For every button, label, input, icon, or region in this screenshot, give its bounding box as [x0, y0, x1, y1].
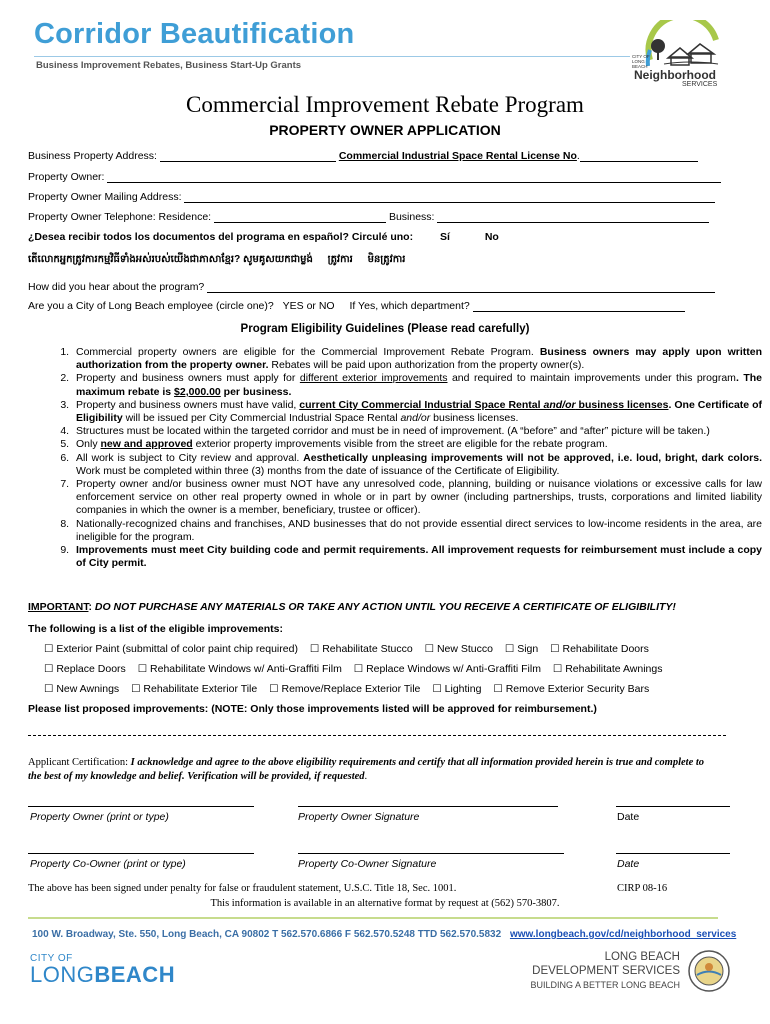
residence-phone-field[interactable] [214, 211, 386, 223]
important-text: DO NOT PURCHASE ANY MATERIALS OR TAKE ANY ACTION UNTIL YOU RECEIVE A CERTIFICATE OF ELIGIBILITY! [94, 601, 676, 613]
city-of-long-beach-logo [30, 953, 175, 986]
logo-city-text: CITY OF LONG BEACH [632, 54, 650, 69]
coowner-date-field[interactable] [616, 853, 730, 854]
important-notice [28, 601, 676, 613]
guidelines-heading: Program Eligibility Guidelines (Please read carefully) [240, 323, 530, 335]
rule-text-bold: Improvements must meet City building code and permit requirements. All improvement requests for reimbursement must include a copy of City permit. [76, 544, 762, 570]
coowner-signature-label: Property Co-Owner Signature [298, 858, 437, 870]
hear-field[interactable] [207, 281, 715, 293]
rule-text: Property and business owners must have valid, [76, 398, 300, 411]
rule-text-underline: different exterior improvements [299, 372, 448, 385]
rule-text-bold: new and approved [100, 438, 193, 451]
dept-tagline: BUILDING A BETTER LONG BEACH [530, 980, 680, 990]
rule-text: business licenses. [430, 412, 519, 425]
employee-row [28, 300, 685, 312]
rule-text: will be issued per City Commercial Industrial Space Rental [122, 412, 401, 425]
rule-text-bold: . One Certificate of Eligibility [76, 398, 762, 425]
checkbox-rehabilitate-doors[interactable]: ☐ Rehabilitate Doors [550, 643, 649, 655]
business-address-label: Business Property Address: [28, 150, 157, 162]
rule-text: Commercial property owners are eligible for the Commercial Improvement Rebate Program. [76, 346, 540, 358]
document-title: Commercial Improvement Rebate Program [186, 92, 584, 117]
rule-text: Rebates will be paid upon authorization from the property owner(s). [268, 359, 585, 372]
program-header-subtitle: Business Improvement Rebates, Business Start-Up Grants [36, 60, 302, 71]
footer-address [32, 929, 736, 940]
rule-text: Property and business owners must apply for [76, 372, 300, 385]
license-label: Commercial Industrial Space Rental License No [338, 150, 577, 162]
checkbox-rehabilitate-awnings[interactable]: ☐ Rehabilitate Awnings [552, 663, 663, 675]
certification-label: Applicant Certification: [28, 757, 131, 768]
mailing-address-field[interactable] [184, 191, 715, 203]
checkbox-rehabilitate-exterior-tile[interactable]: ☐ Rehabilitate Exterior Tile [131, 683, 258, 695]
neighborhood-services-logo [630, 20, 734, 92]
max-rebate-amount: $2,000.00 [174, 385, 221, 398]
rule-text-italic: and/or [400, 412, 431, 425]
checkbox-exterior-paint[interactable]: ☐ Exterior Paint (submittal of color paint chip required) [44, 643, 298, 655]
property-owner-field[interactable] [107, 171, 721, 183]
proposed-improvements-field[interactable] [28, 735, 726, 736]
rule-text-bold: current City Commercial Industrial Space Rental [299, 398, 544, 411]
office-address: 100 W. Broadway, Ste. 550, Long Beach, CA 90802 T 562.570.6866 F 562.570.5248 TTD 562.570.5832 [32, 929, 502, 940]
rule-text: Property owner and/or business owner must NOT have any unresolved code, planning, building or nuisance violations or excessive calls for law enforcement service on other real property owned in whole or in part by owner (including partnerships, trusts, corporations and limited liability companies in which the owner is a member, beneficiary, trustee or officer). [76, 478, 762, 517]
checkbox-rehabilitate-stucco[interactable]: ☐ Rehabilitate Stucco [309, 643, 413, 655]
list-item [72, 346, 762, 372]
business-phone-field[interactable] [437, 211, 709, 223]
checkbox-replace-doors[interactable]: ☐ Replace Doors [44, 663, 126, 675]
rule-text: exterior property improvements visible from the street are eligible for the rebate program. [192, 438, 608, 451]
list-item [72, 372, 762, 398]
spanish-no-option[interactable]: No [484, 231, 499, 243]
checkbox-new-awnings[interactable]: ☐ New Awnings [44, 683, 120, 695]
property-owner-row [28, 171, 721, 183]
proposed-improvements-heading: Please list proposed improvements: (NOTE: Only those improvements listed will be approved for reimbursement.) [28, 703, 597, 715]
mailing-address-label: Property Owner Mailing Address: [28, 191, 182, 203]
department-field[interactable] [473, 300, 685, 312]
khmer-yes-option[interactable]: ត្រូវការ [327, 254, 353, 265]
city-seal-icon [688, 950, 730, 992]
hear-row [28, 281, 715, 293]
logo-sub-text: SERVICES [682, 81, 718, 88]
khmer-no-option[interactable]: មិនត្រូវការ [367, 254, 406, 265]
telephone-row [28, 211, 709, 223]
property-owner-label: Property Owner: [28, 171, 105, 183]
business-address-row [28, 150, 698, 162]
document-subtitle: PROPERTY OWNER APPLICATION [269, 122, 501, 138]
footer-divider [28, 917, 718, 919]
rule-text: and required to maintain improvements under this program [447, 372, 736, 385]
development-services-block [530, 950, 680, 992]
checkbox-new-stucco[interactable]: ☐ New Stucco [424, 643, 493, 655]
department-label: If Yes, which department? [349, 300, 470, 312]
list-item [72, 478, 762, 518]
owner-signature-field[interactable] [298, 806, 558, 807]
spanish-row [28, 231, 499, 243]
applicant-certification [28, 756, 718, 784]
coowner-print-label: Property Co-Owner (print or type) [30, 858, 186, 870]
list-item [72, 399, 762, 425]
certification-end: . [364, 771, 368, 782]
license-dot: . [576, 150, 580, 162]
improvements-row-1 [44, 643, 658, 655]
lb-logo-long: LONG [30, 962, 95, 987]
list-item [72, 438, 762, 451]
khmer-row [28, 252, 405, 267]
rule-text: Only [76, 438, 101, 451]
lb-logo-city: CITY OF [30, 953, 73, 964]
rule-text-bold: and/or [543, 398, 576, 411]
dept-line-1: LONG BEACH [604, 951, 680, 963]
important-label: IMPORTANT [28, 601, 89, 613]
checkbox-remove-security-bars[interactable]: ☐ Remove Exterior Security Bars [493, 683, 650, 695]
rule-text: Nationally-recognized chains and franchises, AND businesses that do not provide essential direct services to low-income residents in the area, are ineligible for the program. [76, 517, 762, 543]
certification-text: I acknowledge and agree to the above eligibility requirements and certify that all information provided herein is true and complete to the best of my knowledge and belief. Verification will be provided, if requested [28, 757, 705, 782]
rule-text: Structures must be located within the targeted corridor and must be in need of improvement. (A “before” and “after” picture will be taken.) [76, 425, 710, 438]
program-header-title: Corridor Beautification [34, 18, 355, 50]
list-item [72, 425, 762, 438]
mailing-address-row [28, 191, 715, 203]
business-address-field[interactable] [160, 150, 336, 162]
checkbox-remove-replace-exterior-tile[interactable]: ☐ Remove/Replace Exterior Tile [269, 683, 421, 695]
owner-date-label: Date [617, 811, 640, 823]
rule-text-bold: Aesthetically unpleasing improvements will not be approved, i.e. loud, bright, dark colors. [303, 451, 763, 464]
list-item [72, 452, 762, 478]
list-item [72, 518, 762, 544]
dept-line-2: DEVELOPMENT SERVICES [532, 965, 680, 977]
header-divider [34, 56, 630, 57]
employee-question: Are you a City of Long Beach employee (circle one)? [28, 300, 274, 312]
owner-signature-label: Property Owner Signature [298, 811, 420, 823]
license-field[interactable] [580, 150, 698, 162]
checkbox-replace-windows[interactable]: ☐ Replace Windows w/ Anti-Graffiti Film [353, 663, 541, 675]
eligible-improvements-heading: The following is a list of the eligible improvements: [28, 623, 283, 635]
checkbox-sign[interactable]: ☐ Sign [504, 643, 539, 655]
improvements-row-3 [44, 683, 658, 695]
rule-text: All work is subject to City review and approval. [76, 451, 304, 464]
guidelines-list [28, 346, 762, 570]
checkbox-rehabilitate-windows[interactable]: ☐ Rehabilitate Windows w/ Anti-Graffiti Film [137, 663, 342, 675]
telephone-label: Property Owner Telephone: Residence: [28, 211, 212, 223]
logo-main-text: Neighborhood [634, 68, 716, 82]
business-phone-label: Business: [388, 211, 435, 223]
rule-text-bold: per business. [220, 385, 292, 398]
spanish-question: ¿Desea recibir todos los documentos del programa en español? Circulé uno: [28, 231, 414, 243]
rule-text: Work must be completed within three (3) months from the date of issuance of the Certificate of Eligibility. [76, 464, 560, 477]
lb-logo-beach: BEACH [94, 962, 176, 987]
yes-or-no-option[interactable]: YES or NO [282, 300, 335, 312]
form-number: CIRP 08-16 [617, 883, 668, 894]
important-colon: : [88, 601, 95, 613]
rule-text-bold: business licenses [575, 398, 669, 411]
penalty-statement: The above has been signed under penalty for false or fraudulent statement, U.S.C. Title 18, Sec. 1001. [28, 883, 457, 894]
website-link[interactable]: www.longbeach.gov/cd/neighborhood_services [509, 929, 737, 940]
spanish-yes-option[interactable]: Sí [440, 231, 450, 243]
owner-print-label: Property Owner (print or type) [30, 811, 169, 823]
coowner-signature-field[interactable] [298, 853, 564, 854]
rule-text-bold: Business owners may apply upon written authorization from the property owner. [76, 346, 762, 372]
checkbox-lighting[interactable]: ☐ Lighting [432, 683, 482, 695]
khmer-question: តើលោកអ្នកត្រូវការកម្មវិធីទាំងអស់របស់យើងជាភាសាខ្មែរ? សូមគូសយកជាម្លង់ [28, 254, 313, 265]
owner-print-field[interactable] [28, 806, 254, 807]
list-item [72, 544, 762, 570]
coowner-date-label: Date [617, 858, 640, 870]
coowner-print-field[interactable] [28, 853, 254, 854]
owner-date-field[interactable] [616, 806, 730, 807]
hear-label: How did you hear about the program? [28, 281, 205, 293]
rule-text-bold: . The maximum rebate is [76, 372, 762, 398]
improvements-row-2 [44, 663, 671, 675]
alternative-format-note: This information is available in an alternative format by request at (562) 570-3807. [210, 898, 560, 909]
